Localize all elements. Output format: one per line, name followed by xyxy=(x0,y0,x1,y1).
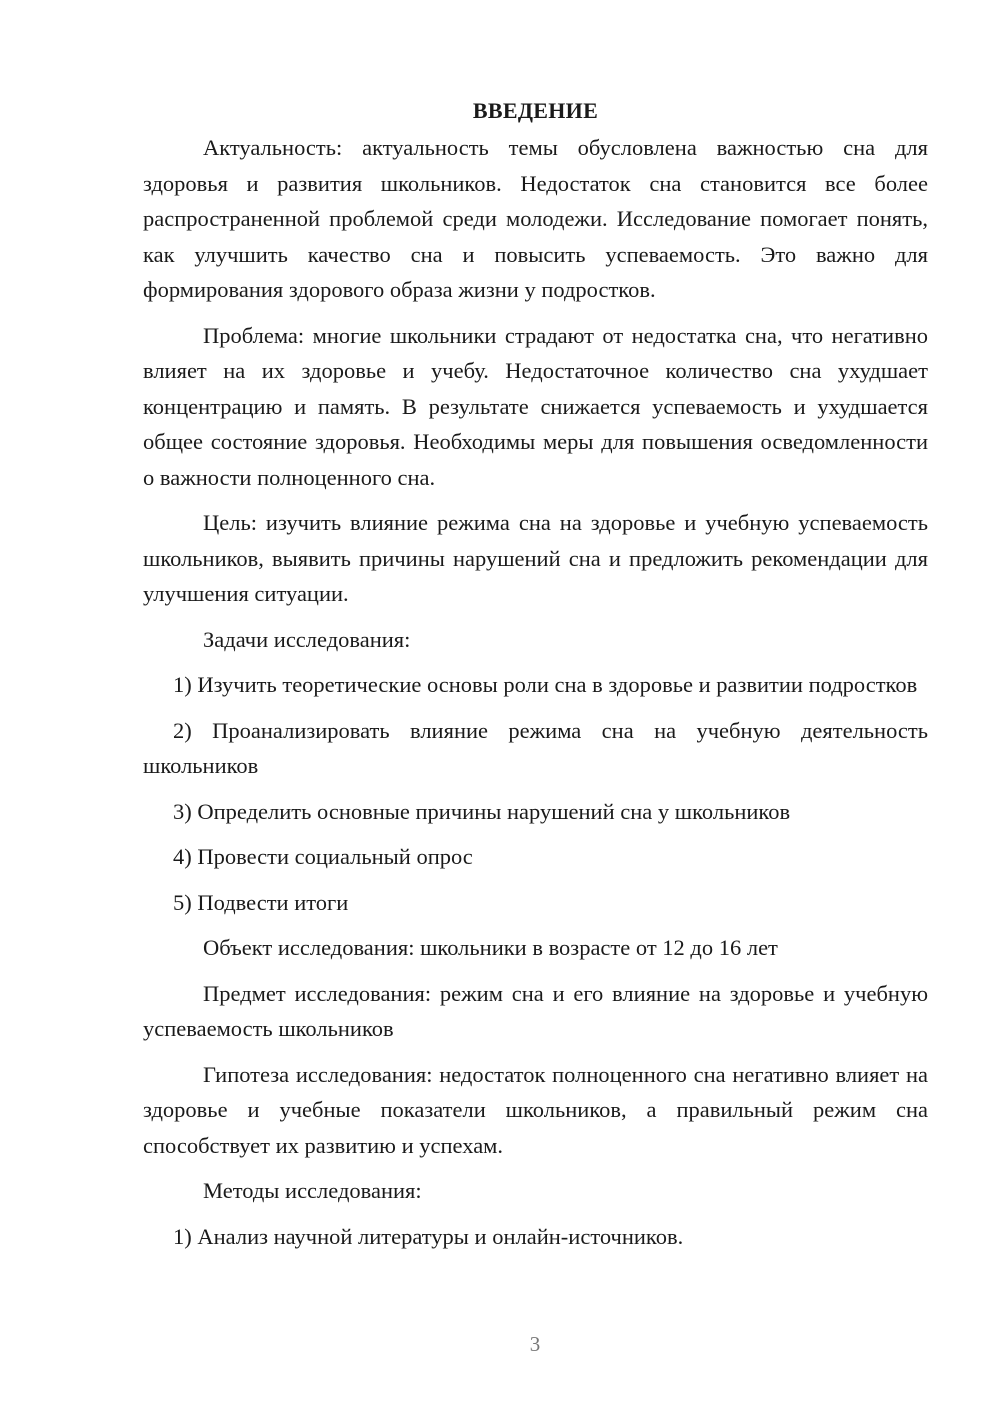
paragraph-problem: Проблема: многие школьники страдают от недостатка сна, что негативно влияет на их здоровье и учебу. Недостаточное количество сна ухудшает концентрацию и память. В результате снижается успеваемость и ухудшается общее состояние здоровья. Необходимы меры для повышения осведомленности о важности полноценного сна. xyxy=(143,322,928,490)
page-number: 3 xyxy=(529,1332,541,1356)
method-item-1: 1) Анализ научной литературы и онлайн-источников. xyxy=(173,1223,684,1249)
page-title: ВВЕДЕНИЕ xyxy=(472,98,599,123)
methods-heading: Методы исследования: xyxy=(203,1178,422,1203)
paragraph-hypothesis: Гипотеза исследования: недостаток полноценного сна негативно влияет на здоровье и учебные показатели школьников, а правильный режим сна способствует их развитию и успехам. xyxy=(143,1061,928,1158)
task-item-4: 4) Провести социальный опрос xyxy=(173,844,473,869)
task-item-3: 3) Определить основные причины нарушений сна у школьников xyxy=(173,798,791,824)
paragraph-subject: Предмет исследования: режим сна и его влияние на здоровье и учебную успеваемость школьников xyxy=(143,980,928,1041)
task-item-2: 2) Проанализировать влияние режима сна на учебную деятельность школьников xyxy=(143,717,928,778)
paragraph-object: Объект исследования: школьники в возрасте от 12 до 16 лет xyxy=(203,935,778,960)
paragraph-relevance: Актуальность: актуальность темы обусловлена важностью сна для здоровья и развития школьников. Недостаток сна становится все более распространенной проблемой среди молодежи. Исследование помогает понять, как улучшить качество сна и повысить успеваемость. Это важно для формирования здорового образа жизни у подростков. xyxy=(143,135,928,302)
task-item-1: 1) Изучить теоретические основы роли сна в здоровье и развитии подростков xyxy=(173,672,918,697)
task-item-5: 5) Подвести итоги xyxy=(173,889,349,915)
tasks-heading: Задачи исследования: xyxy=(203,626,411,652)
paragraph-goal: Цель: изучить влияние режима сна на здоровье и учебную успеваемость школьников, выявить причины нарушений сна и предложить рекомендации для улучшения ситуации. xyxy=(143,510,928,606)
